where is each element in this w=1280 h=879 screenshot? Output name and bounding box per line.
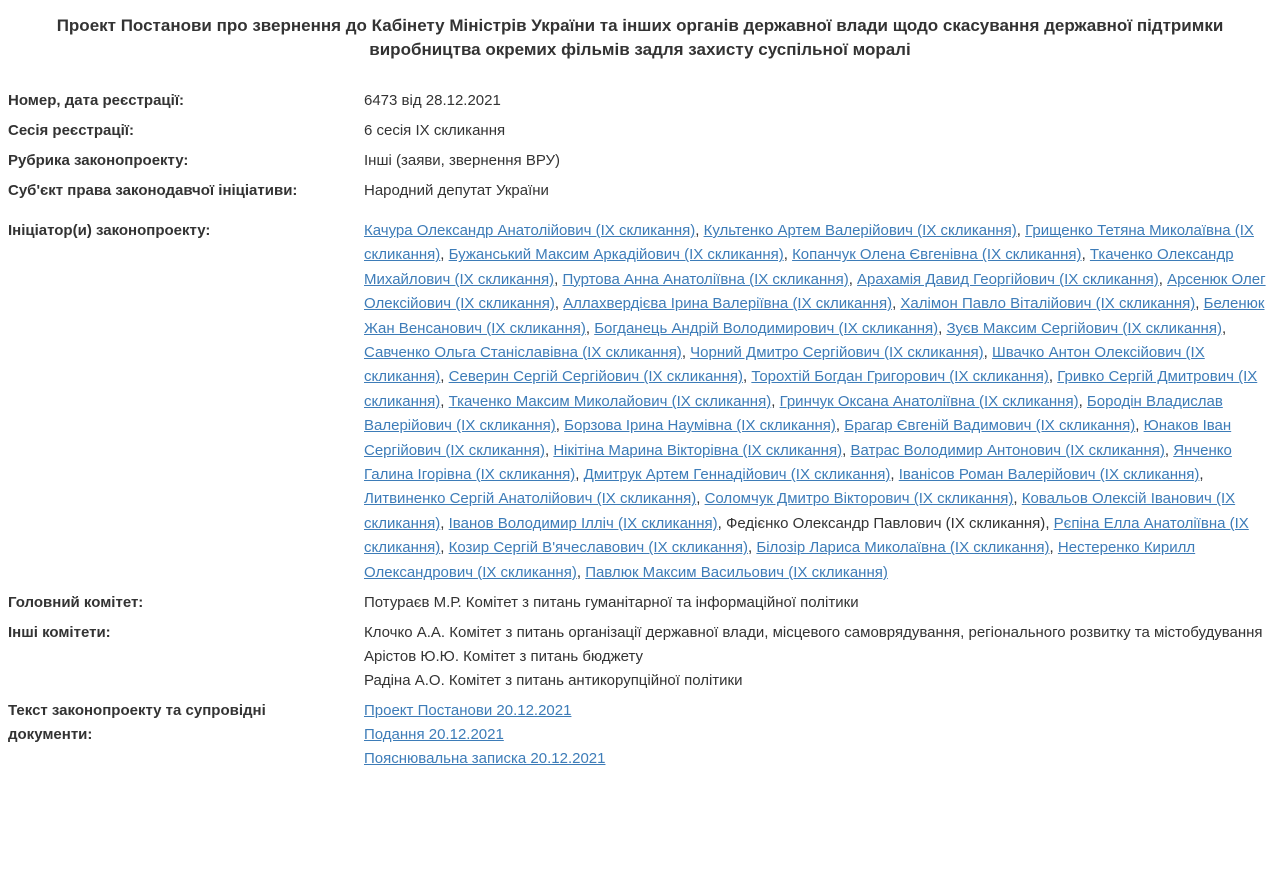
initiator-link[interactable]: Швачко Антон Олексійович (ІХ скликання) bbox=[364, 344, 1205, 386]
initiators-label: Ініціатор(и) законопроекту: bbox=[8, 222, 211, 239]
row-rubric bbox=[0, 146, 1280, 176]
row-registration-session bbox=[0, 116, 1280, 146]
initiator-link[interactable]: Савченко Ольга Станіславівна (ІХ скликання) bbox=[364, 344, 682, 362]
initiator-link[interactable]: Пуртова Анна Анатоліївна (ІХ скликання) bbox=[562, 270, 849, 288]
documents-value bbox=[364, 699, 1280, 771]
initiator-link[interactable]: Арахамія Давид Георгійович (ІХ скликання) bbox=[857, 270, 1159, 288]
initiative-subject-label: Суб'єкт права законодавчої ініціативи: bbox=[8, 182, 298, 199]
initiator-link[interactable]: Чорний Дмитро Сергійович (ІХ скликання) bbox=[690, 344, 984, 362]
initiator-link[interactable]: Бородін Владислав Валерійович (ІХ скликання) bbox=[364, 392, 1223, 435]
bill-info-table bbox=[0, 86, 1280, 774]
initiator-link[interactable]: Качура Олександр Анатолійович (ІХ скликання) bbox=[364, 222, 696, 239]
initiator-link[interactable]: Соломчук Дмитро Вікторович (ІХ скликання) bbox=[704, 490, 1014, 508]
row-other-committees bbox=[0, 618, 1280, 696]
initiator-link[interactable]: Литвиненко Сергій Анатолійович (ІХ скликання) bbox=[364, 490, 697, 508]
other-committees-value bbox=[364, 621, 1280, 693]
initiator-link[interactable]: Ковальов Олексій Іванович (ІХ скликання) bbox=[364, 490, 1236, 532]
registration-session-value: 6 сесія ІХ скликання bbox=[364, 122, 506, 139]
initiator-link[interactable]: Юнаков Іван Сергійович (ІХ скликання) bbox=[364, 417, 1232, 459]
documents-label: Текст законопроекту та супровідні документи: bbox=[8, 702, 266, 744]
row-initiative-subject bbox=[0, 176, 1280, 206]
initiator-link[interactable]: Бужанський Максим Аркадійович (ІХ скликання) bbox=[448, 246, 784, 264]
initiator-link[interactable]: Козир Сергій В'ячеславович (ІХ скликання) bbox=[448, 539, 749, 557]
initiator-link[interactable]: Культенко Артем Валерійович (ІХ скликання) bbox=[703, 222, 1017, 239]
initiator-link[interactable]: Іванісов Роман Валерійович (ІХ скликання) bbox=[898, 466, 1200, 484]
initiator-link[interactable]: Ткаченко Олександр Михайлович (ІХ скликання) bbox=[364, 246, 1234, 288]
initiator-link[interactable]: Копанчук Олена Євгенівна (ІХ скликання) bbox=[792, 246, 1082, 264]
initiator-link[interactable]: Аллахвердієва Ірина Валеріївна (ІХ скликання) bbox=[563, 295, 893, 313]
committee-line: Радіна А.О. Комітет з питань антикорупційної політики bbox=[364, 672, 743, 690]
main-committee-value: Потураєв М.Р. Комітет з питань гуманітарної та інформаційної політики bbox=[364, 594, 859, 612]
initiator-link[interactable]: Нікітіна Марина Вікторівна (ІХ скликання) bbox=[553, 441, 843, 459]
document-line bbox=[364, 723, 1270, 747]
initiator-link[interactable]: Беленюк Жан Венсанович (ІХ скликання) bbox=[364, 295, 1265, 337]
initiator-link[interactable]: Гринчук Оксана Анатоліївна (ІХ скликання) bbox=[779, 392, 1079, 410]
row-documents bbox=[0, 696, 1280, 774]
initiator-link[interactable]: Торохтій Богдан Григорович (ІХ скликання) bbox=[751, 368, 1049, 386]
initiator-link[interactable]: Павлюк Максим Васильович (ІХ скликання) bbox=[585, 563, 888, 581]
committee-line: Клочко А.А. Комітет з питань організації державної влади, місцевого самоврядування, регіонального розвитку та містобудування bbox=[364, 624, 1263, 642]
initiator-link[interactable]: Рєпіна Елла Анатоліївна (ІХ скликання) bbox=[364, 514, 1249, 557]
initiator-plain-text: Федієнко Олександр Павлович (ІХ скликання) bbox=[725, 514, 1046, 532]
initiator-link[interactable]: Білозір Лариса Миколаївна (ІХ скликання) bbox=[756, 539, 1050, 557]
initiator-link[interactable]: Янченко Галина Ігорівна (ІХ скликання) bbox=[364, 441, 1232, 484]
initiator-link[interactable]: Северин Сергій Сергійович (ІХ скликання) bbox=[448, 368, 743, 386]
initiator-link[interactable]: Ткаченко Максим Миколайович (ІХ скликання) bbox=[448, 392, 772, 410]
initiator-link[interactable]: Борзова Ірина Наумівна (ІХ скликання) bbox=[564, 417, 836, 435]
page-title: Проект Постанови про звернення до Кабінету Міністрів України та інших органів державної влади щодо скасування державної підтримки виробництва окремих фільмів задля захисту суспільної моралі bbox=[56, 16, 1224, 59]
document-line bbox=[364, 747, 1270, 771]
initiator-link[interactable]: Нестеренко Кирилл Олександрович (ІХ скликання) bbox=[364, 539, 1196, 581]
document-link[interactable]: Проект Постанови 20.12.2021 bbox=[364, 702, 572, 720]
initiator-link[interactable]: Ватрас Володимир Антонович (ІХ скликання) bbox=[850, 441, 1165, 459]
initiator-link[interactable]: Грищенко Тетяна Миколаївна (ІХ скликання) bbox=[364, 222, 1254, 264]
document-link[interactable]: Подання 20.12.2021 bbox=[364, 726, 504, 744]
main-committee-label: Головний комітет: bbox=[8, 594, 144, 612]
document-line bbox=[364, 699, 1270, 723]
initiator-link[interactable]: Іванов Володимир Ілліч (ІХ скликання) bbox=[448, 514, 718, 532]
row-registration-number bbox=[0, 86, 1280, 116]
initiator-link[interactable]: Дмитрук Артем Геннадійович (ІХ скликання) bbox=[583, 466, 891, 484]
initiator-link[interactable]: Зуєв Максим Сергійович (ІХ скликання) bbox=[946, 319, 1222, 337]
initiator-link[interactable]: Халімон Павло Віталійович (ІХ скликання) bbox=[900, 295, 1196, 313]
committee-line: Арістов Ю.Ю. Комітет з питань бюджету bbox=[364, 648, 644, 666]
initiator-link[interactable]: Гривко Сергій Дмитрович (ІХ скликання) bbox=[364, 368, 1258, 410]
initiator-link[interactable]: Арсенюк Олег Олексійович (ІХ скликання) bbox=[364, 270, 1266, 313]
row-main-committee bbox=[0, 588, 1280, 618]
initiator-link[interactable]: Богданець Андрій Володимирович (ІХ скликання) bbox=[594, 319, 939, 337]
registration-number-value: 6473 від 28.12.2021 bbox=[364, 92, 501, 109]
registration-number-label: Номер, дата реєстрації: bbox=[8, 92, 185, 109]
rubric-value: Інші (заяви, звернення ВРУ) bbox=[364, 152, 561, 169]
rubric-label: Рубрика законопроекту: bbox=[8, 152, 189, 169]
row-initiators bbox=[0, 206, 1280, 588]
initiators-value: Качура Олександр Анатолійович (ІХ скликання), Культенко Артем Валерійович (ІХ скликання), Грищенко Тетяна Миколаївна (ІХ скликання), Бужанський Максим Аркадійович (ІХ скликання), Копанчук Олена Євгенівна (ІХ скликання), Ткаченко Олександр Михайлович (ІХ скликання), Пуртова Анна Анатоліївна (ІХ скликання), Арахамія Давид Георгійович (ІХ скликання), Арсенюк Олег Олексійович (ІХ скликання), Аллахвердієва Ірина Валеріївна (ІХ скликання), Халімон Павло Віталійович (ІХ скликання), Беленюк Жан Венсанович (ІХ скликання), Богданець Андрій Володимирович (ІХ скликання), Зуєв Максим Сергійович (ІХ скликання), Савченко Ольга Станіславівна (ІХ скликання), Чорний Дмитро Сергійович (ІХ скликання), Швачко Антон Олексійович (ІХ скликання), Северин Сергій Сергійович (ІХ скликання), Торохтій Богдан Григорович (ІХ скликання), Гривко Сергій Дмитрович (ІХ скликання), Ткаченко Максим Миколайович (ІХ скликання), Гринчук Оксана Анатоліївна (ІХ скликання), Бородін Владислав Валерійович (ІХ скликання), Борзова Ірина Наумівна (ІХ скликання), Брагар Євгеній Вадимович (ІХ скликання), Юнаков Іван Сергійович (ІХ скликання), Нікітіна Марина Вікторівна (ІХ скликання), Ватрас Володимир Антонович (ІХ скликання), Янченко Галина Ігорівна (ІХ скликання), Дмитрук Артем Геннадійович (ІХ скликання), Іванісов Роман Валерійович (ІХ скликання), Литвиненко Сергій Анатолійович (ІХ скликання), Соломчук Дмитро Вікторович (ІХ скликання), Ковальов Олексій Іванович (ІХ скликання), Іванов Володимир Ілліч (ІХ скликання), Федієнко Олександр Павлович (ІХ скликання), Рєпіна Елла Анатоліївна (ІХ скликання), Козир Сергій В'ячеславович (ІХ скликання), Білозір Лариса Миколаївна (ІХ скликання), Нестеренко Кирилл Олександрович (ІХ скликання), Павлюк Максим Васильович (ІХ скликання) bbox=[364, 222, 1266, 581]
other-committees-label: Інші комітети: bbox=[8, 624, 111, 642]
initiator-link[interactable]: Брагар Євгеній Вадимович (ІХ скликання) bbox=[844, 417, 1136, 435]
document-link[interactable]: Пояснювальна записка 20.12.2021 bbox=[364, 750, 606, 768]
registration-session-label: Сесія реєстрації: bbox=[8, 122, 134, 139]
initiative-subject-value: Народний депутат України bbox=[364, 182, 549, 199]
